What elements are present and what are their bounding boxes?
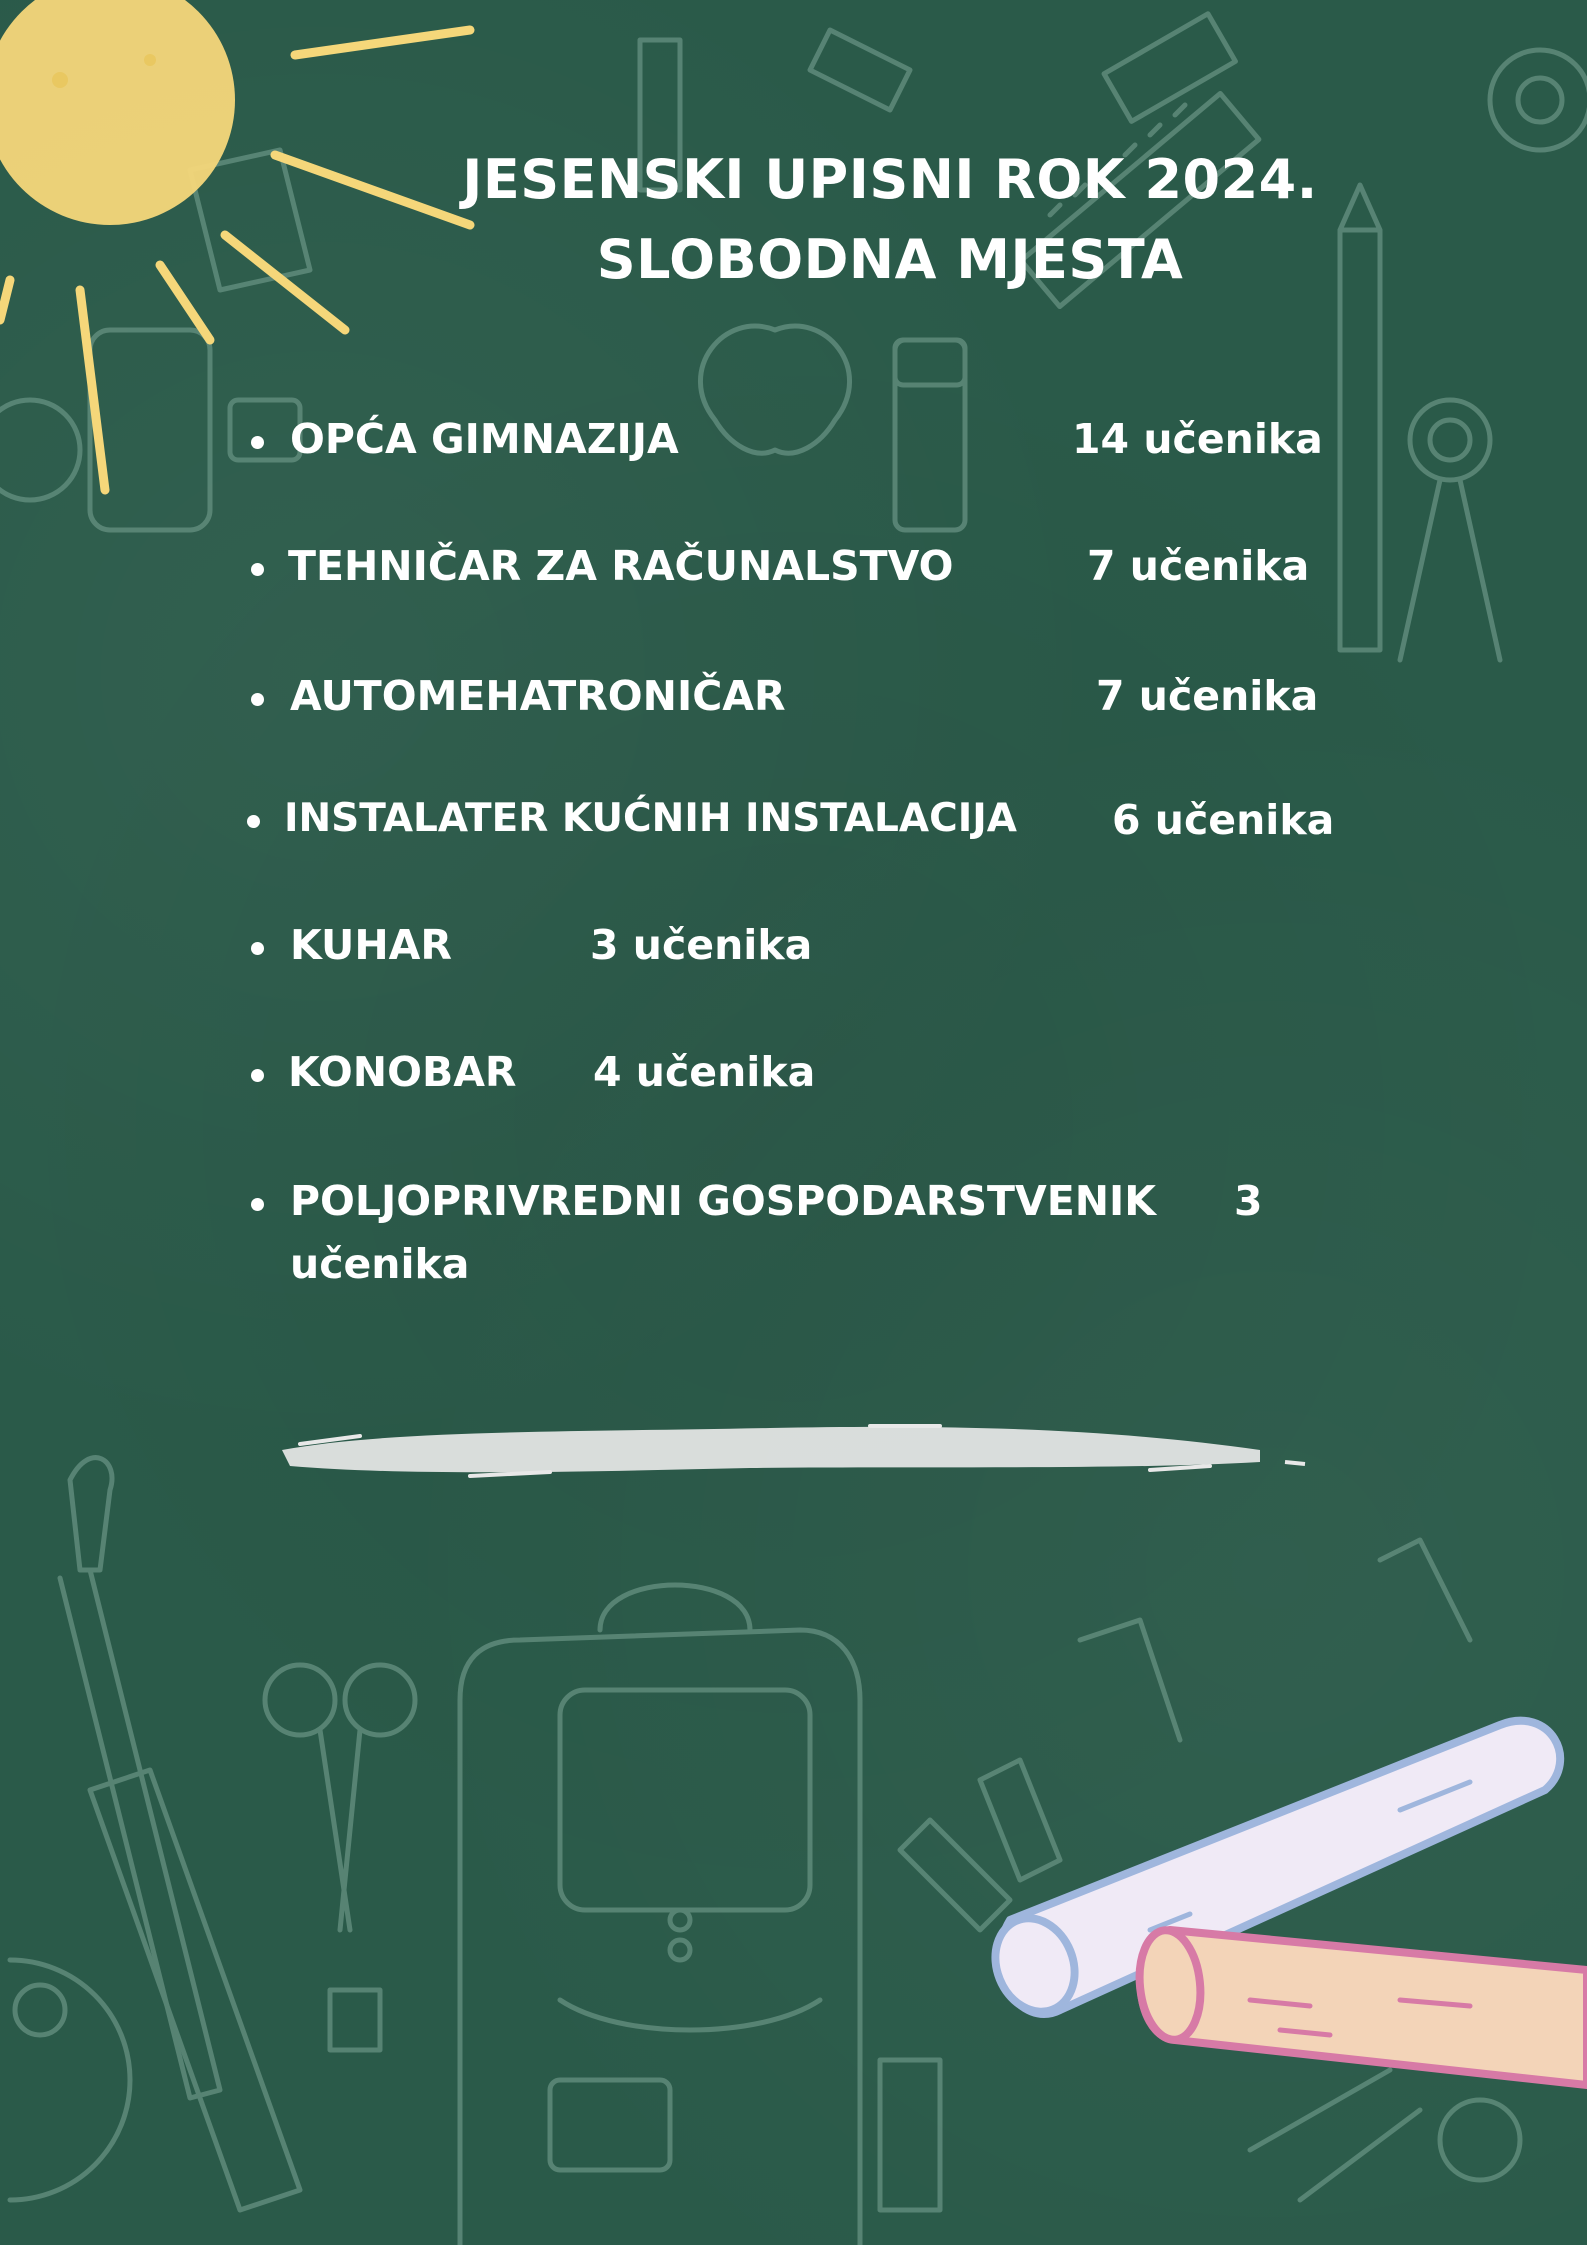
program-name: INSTALATER KUĆNIH INSTALACIJA [284, 796, 1017, 841]
bullet-icon [251, 693, 264, 706]
bullet-icon [251, 1069, 264, 1082]
title-line-1: JESENSKI UPISNI ROK 2024. [462, 148, 1318, 211]
program-count: 6 učenika [1112, 796, 1335, 844]
program-name: KUHAR [290, 921, 452, 969]
program-count: 4 učenika [593, 1048, 816, 1096]
bullet-icon [251, 563, 264, 576]
program-name: OPĆA GIMNAZIJA [290, 415, 679, 463]
program-count-line2: učenika [290, 1240, 470, 1288]
program-name: POLJOPRIVREDNI GOSPODARSTVENIK [290, 1177, 1157, 1225]
chalk-sticks-icon [980, 1700, 1587, 2100]
program-count: 14 učenika [1072, 415, 1323, 463]
bullet-icon [247, 815, 260, 828]
program-name: AUTOMEHATRONIČAR [290, 672, 786, 720]
program-count: 3 [1234, 1177, 1263, 1225]
bullet-icon [251, 436, 264, 449]
program-name: KONOBAR [288, 1048, 517, 1096]
chalk-stroke [270, 1410, 1310, 1490]
bullet-icon [251, 1198, 264, 1211]
program-count: 3 učenika [590, 921, 813, 969]
program-count: 7 učenika [1096, 672, 1319, 720]
program-name: TEHNIČAR ZA RAČUNALSTVO [288, 542, 954, 590]
bullet-icon [251, 942, 264, 955]
title-line-2: SLOBODNA MJESTA [596, 228, 1184, 291]
program-count: 7 učenika [1087, 542, 1310, 590]
